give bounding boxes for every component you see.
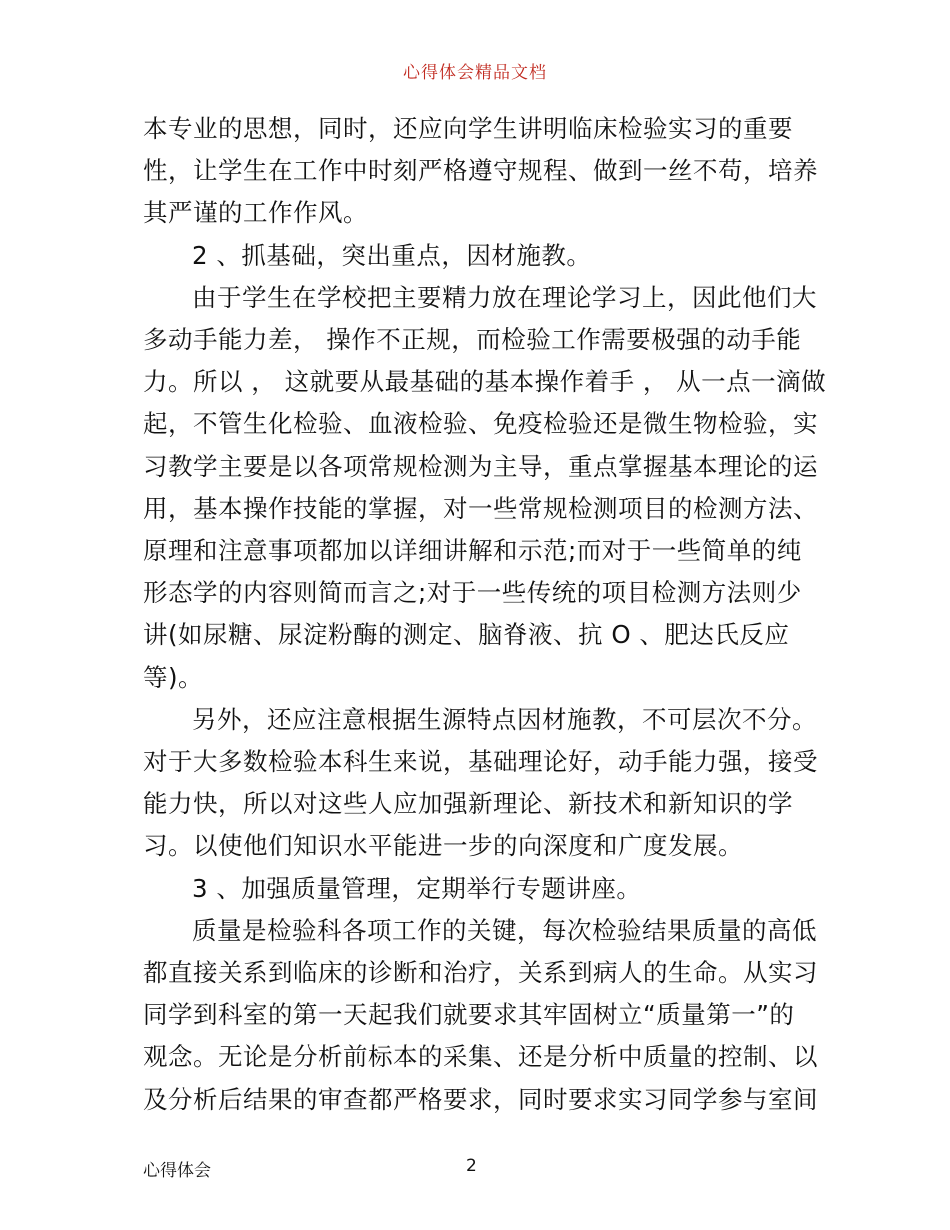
body-line: 原理和注意事项都加以详细讲解和示范;而对于一些简单的纯: [143, 536, 802, 566]
body-line: 质量是检验科各项工作的关键，每次检验结果质量的高低: [192, 915, 817, 945]
body-line: 多动手能力差， 操作不正规，而检验工作需要极强的动手能: [143, 325, 802, 355]
body-line: 其严谨的工作作风。: [143, 198, 368, 228]
body-line: 力。所以 ， 这就要从最基础的基本操作着手 ， 从一点一滴做: [143, 367, 827, 397]
body-line: 等)。: [143, 662, 204, 692]
body-line: 起，不管生化检验、血液检验、免疫检验还是微生物检验，实: [143, 409, 818, 439]
body-line: 能力快，所以对这些人应加强新理论、新技术和新知识的学: [143, 789, 793, 819]
body-line: 形态学的内容则简而言之;对于一些传统的项目检测方法则少: [143, 578, 802, 608]
page-number: 2: [466, 1156, 477, 1176]
body-line: 都直接关系到临床的诊断和治疗，关系到病人的生命。从实习: [143, 958, 818, 988]
body-line: 性，让学生在工作中时刻严格遵守规程、做到一丝不苟，培养: [143, 156, 818, 186]
body-line: 观念。无论是分析前标本的采集、还是分析中质量的控制、以: [143, 1042, 818, 1072]
body-line: 同学到科室的第一天起我们就要求其牢固树立“质量第一”的: [143, 1000, 795, 1030]
body-line: 2 、抓基础，突出重点，因材施教。: [192, 240, 592, 270]
body-line: 习教学主要是以各项常规检测为主导，重点掌握基本理论的运: [143, 451, 818, 481]
document-body: [143, 108, 827, 1121]
body-line: 习。以使他们知识水平能进一步的向深度和广度发展。: [143, 831, 743, 861]
body-line: 及分析后结果的审查都严格要求，同时要求实习同学参与室间: [143, 1084, 818, 1114]
footer-label: 心得体会: [143, 1161, 211, 1181]
body-line: 另外，还应注意根据生源特点因材施教，不可层次不分。: [192, 704, 817, 734]
body-line: 3 、加强质量管理，定期举行专题讲座。: [192, 873, 642, 903]
body-line: 用，基本操作技能的掌握，对一些常规检测项目的检测方法、: [143, 493, 818, 523]
body-line: 本专业的思想，同时，还应向学生讲明临床检验实习的重要: [143, 114, 793, 143]
body-line: 讲(如尿糖、尿淀粉酶的测定、脑脊液、抗 O 、肥达氏反应: [143, 620, 790, 650]
body-line: 对于大多数检验本科生来说，基础理论好，动手能力强，接受: [143, 747, 818, 777]
page-header-title: 心得体会精品文档: [403, 63, 547, 83]
body-line: 由于学生在学校把主要精力放在理论学习上，因此他们大: [192, 282, 817, 312]
